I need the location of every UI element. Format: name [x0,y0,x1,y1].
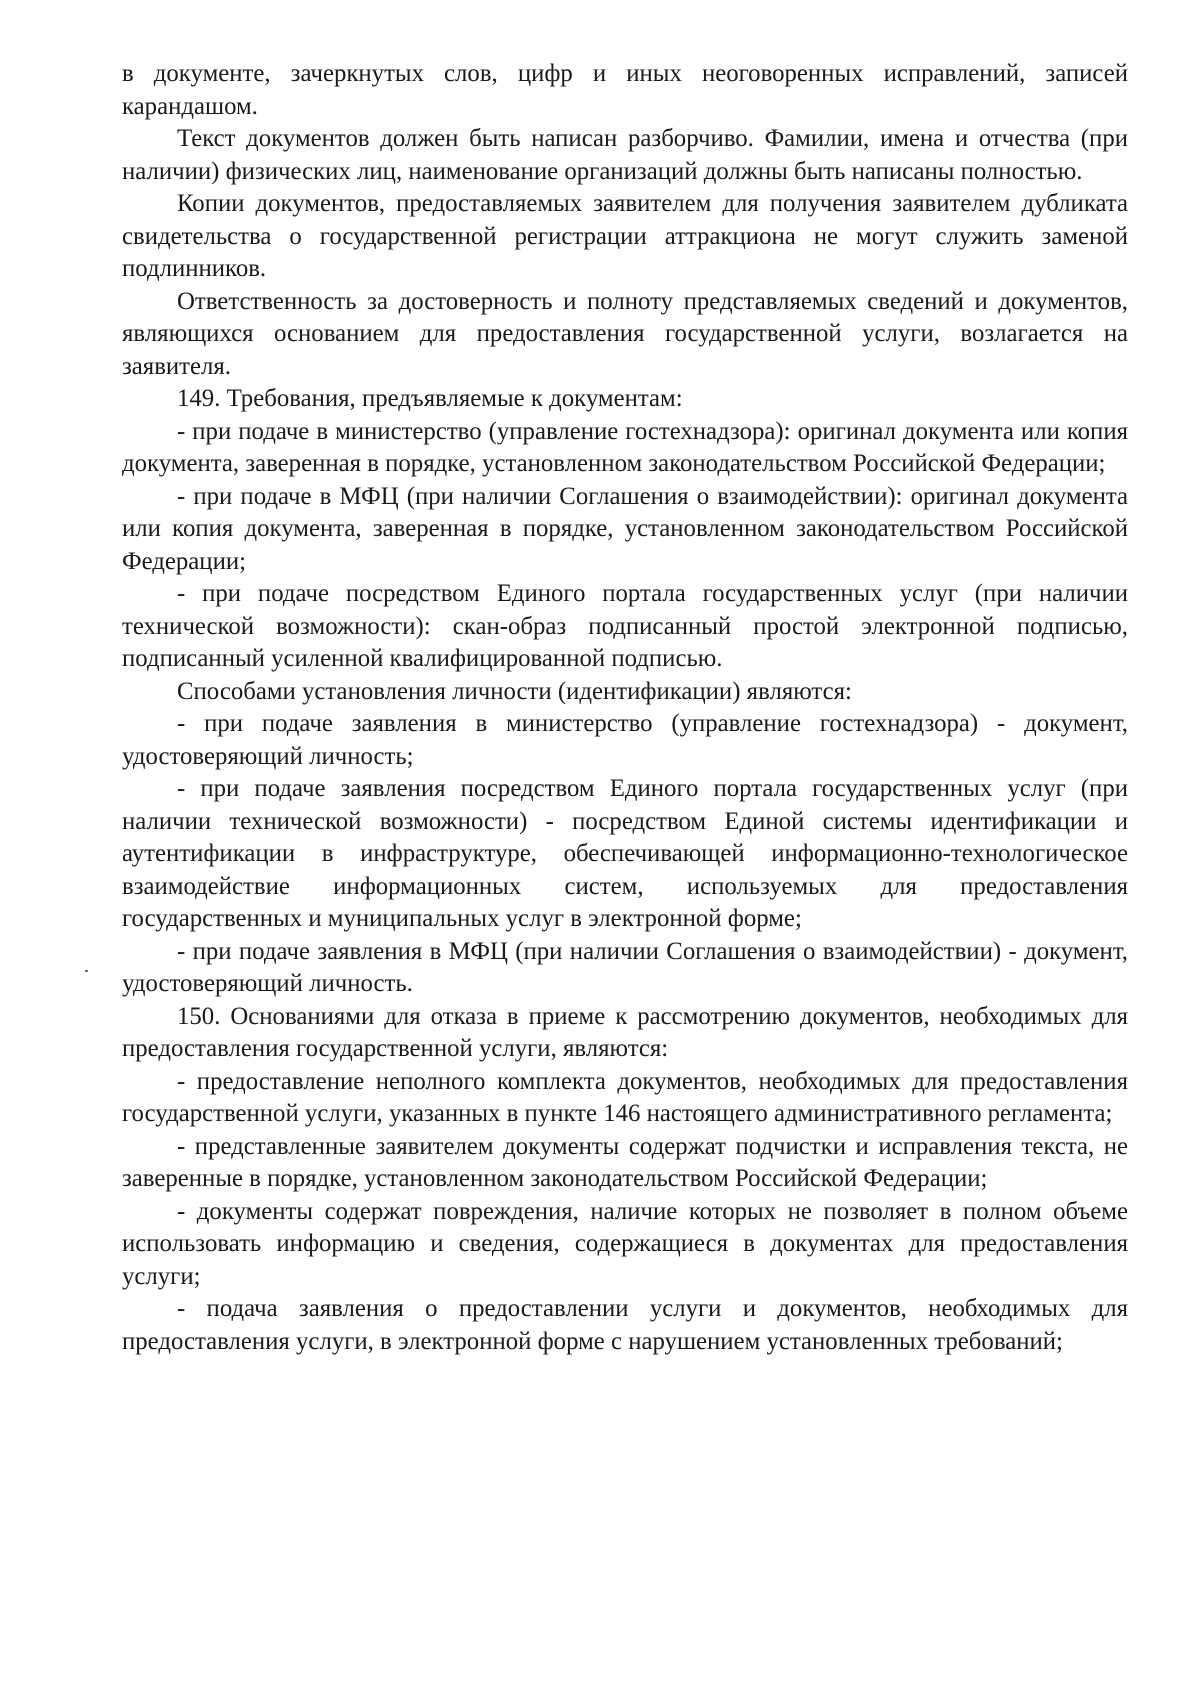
list-item-refusal-incomplete: - предоставление неполного комплекта документов, необходимых для предоставления государственной услуги, указанных в пункте 146 настоящего административного регламента; [122,1067,1128,1127]
list-item-refusal-damage: - документы содержат повреждения, наличие которых не позволяет в полном объеме использовать информацию и сведения, содержащиеся в документах для предоставления услуги; [122,1197,1128,1290]
paragraph-identification-heading: Способами установления личности (идентификации) являются: [177,677,852,705]
paragraph-continuation: в документе, зачеркнутых слов, цифр и иных неоговоренных исправлений, записей карандашом. [122,60,1128,120]
list-item-identification-ministry: - при подаче заявления в министерство (управление гостехнадзора) - документ, удостоверяющий личность; [122,710,1128,770]
scan-artifact-mark [85,970,88,972]
list-item-ministry-submission: - при подаче в министерство (управление гостехнадзора): оригинал документа или копия документа, заверенная в порядке, установленном законодательством Российской Федерации; [122,417,1128,477]
list-item-refusal-corrections: - представленные заявителем документы содержат подчистки и исправления текста, не заверенные в порядке, установленном законодательством Российской Федерации; [122,1132,1128,1192]
list-item-identification-portal: - при подаче заявления посредством Единого портала государственных услуг (при наличии технической возможности) - посредством Единой системы идентификации и аутентификации в инфраструктуре, обеспечивающей информационно-технологическое взаимодействие информационных систем, используемых для предоставления государственных и муниципальных услуг в электронной форме; [122,775,1128,932]
paragraph-legibility: Текст документов должен быть написан разборчиво. Фамилии, имена и отчества (при наличии) физических лиц, наименование организаций должны быть написаны полностью. [122,125,1128,185]
list-item-portal-submission: - при подаче посредством Единого портала государственных услуг (при наличии технической возможности): скан-образ подписанный простой электронной подписью, подписанный усиленной квалифицированной подписью. [122,580,1128,672]
list-item-mfc-submission: - при подаче в МФЦ (при наличии Соглашения о взаимодействии): оригинал документа или копия документа, заверенная в порядке, установленном законодательством Российской Федерации; [122,482,1128,575]
list-item-identification-mfc: - при подаче заявления в МФЦ (при наличии Соглашения о взаимодействии) - документ, удостоверяющий личность. [122,937,1128,997]
document-body [122,58,1128,1358]
list-item-refusal-electronic: - подача заявления о предоставлении услуги и документов, необходимых для предоставления услуги, в электронной форме с нарушением установленных требований; [122,1295,1128,1355]
paragraph-150-heading: 150. Основаниями для отказа в приеме к рассмотрению документов, необходимых для предоставления государственной услуги, являются: [122,1002,1128,1062]
paragraph-149-heading: 149. Требования, предъявляемые к документам: [177,385,683,412]
paragraph-responsibility: Ответственность за достоверность и полноту представляемых сведений и документов, являющихся основанием для предоставления государственной услуги, возлагается на заявителя. [122,287,1128,380]
paragraph-copies: Копии документов, предоставляемых заявителем для получения заявителем дубликата свидетельства о государственной регистрации аттракциона не могут служить заменой подлинников. [122,190,1128,282]
